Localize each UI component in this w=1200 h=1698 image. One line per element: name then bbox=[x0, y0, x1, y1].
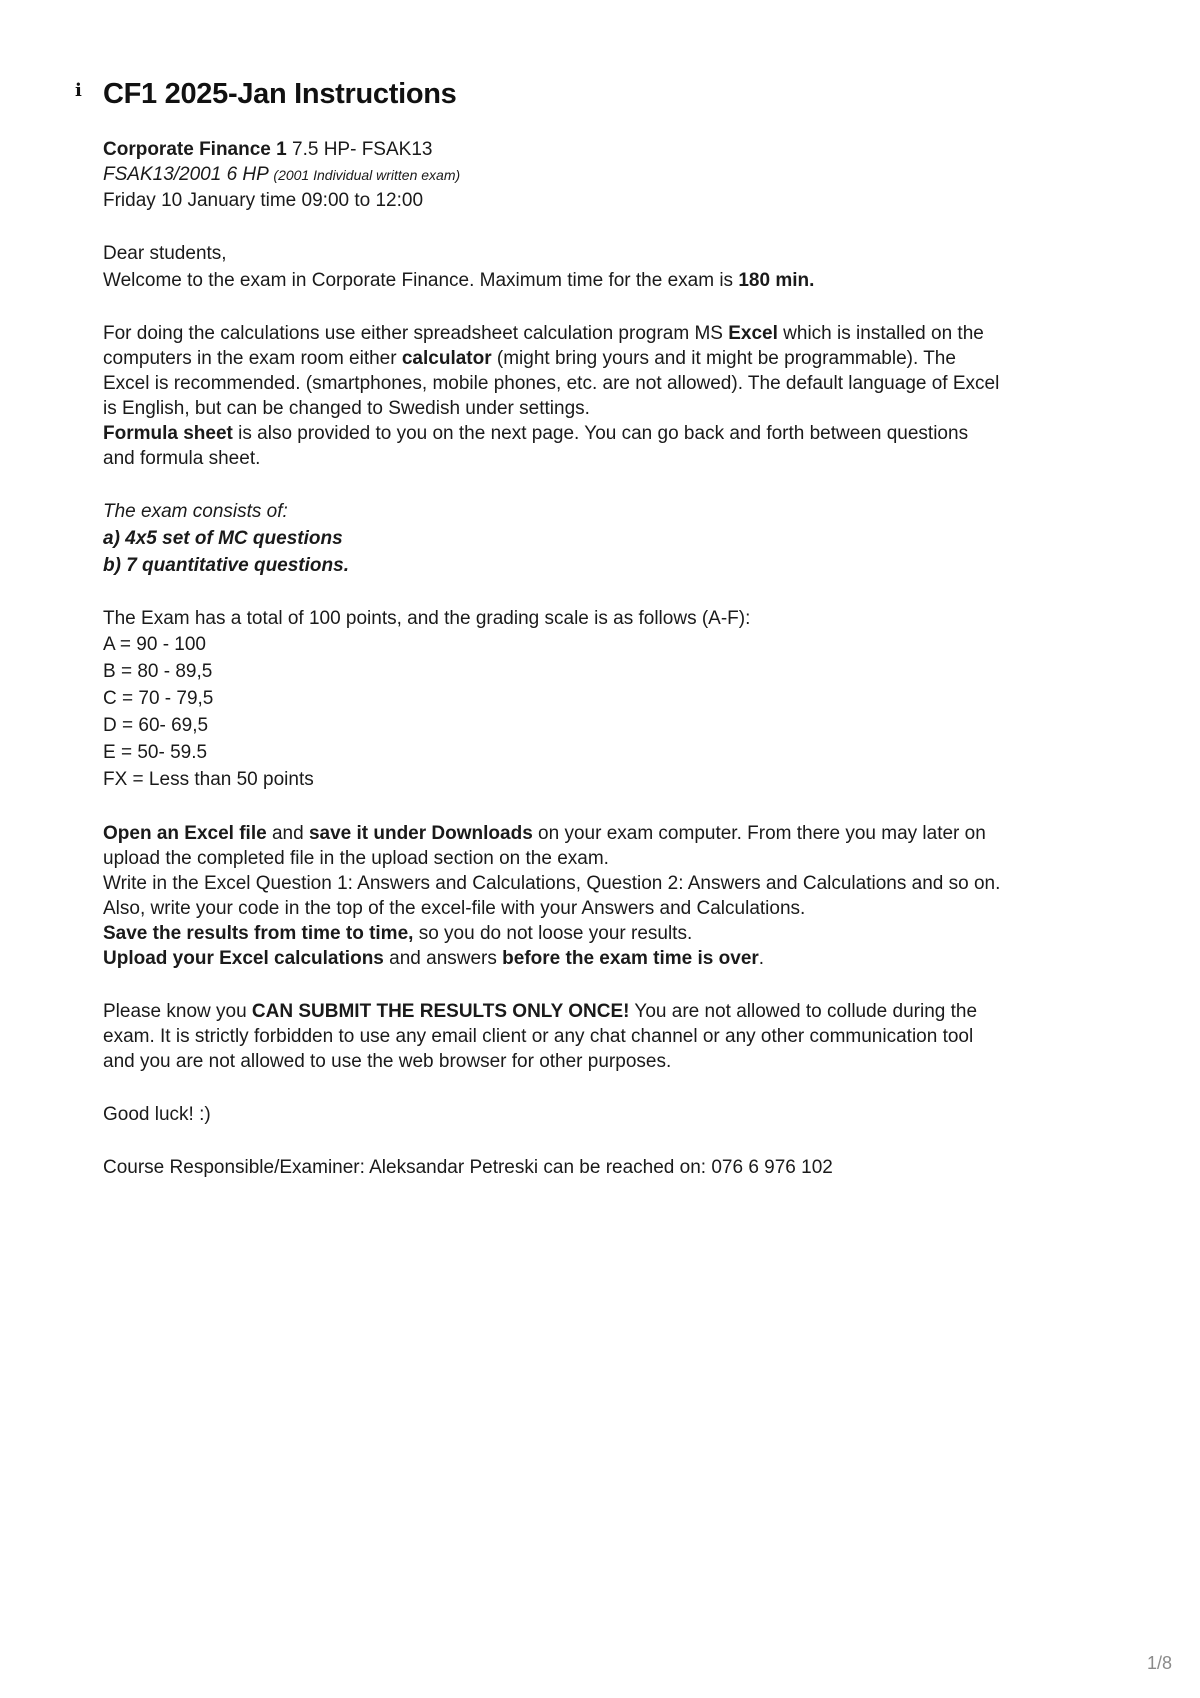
save-results-line: Save the results from time to time, so you do not loose your results. bbox=[103, 923, 693, 944]
examiner-contact: Course Responsible/Examiner: Aleksandar Petreski can be reached on: 076 6 976 102 bbox=[103, 1157, 833, 1178]
code-line: Also, write your code in the top of the excel-file with your Answers and Calculations. bbox=[103, 898, 806, 919]
old-course-line: FSAK13/2001 6 HP (2001 Individual written exam) bbox=[103, 164, 461, 185]
max-time: 180 min. bbox=[738, 270, 815, 291]
tools-paragraph: For doing the calculations use either spreadsheet calculation program MS Excel which is installed on the computers in the exam room either calculator (might bring yours and it might be programmable). The Excel is recommended. (smartphones, mobile phones, etc. are not allowed). The default language of Excel is English, but can be changed to Swedish under settings. bbox=[103, 323, 1000, 419]
info-icon: i bbox=[75, 80, 82, 101]
grade-fx: FX = Less than 50 points bbox=[103, 769, 314, 790]
good-luck: Good luck! :) bbox=[103, 1104, 211, 1125]
grading-scale bbox=[103, 631, 1003, 793]
rules-paragraph: Please know you CAN SUBMIT THE RESULTS ONLY ONCE! You are not allowed to collude during the exam. It is strictly forbidden to use any email client or any chat channel or any other communication tool and you are not allowed to use the web browser for other purposes. bbox=[103, 1001, 978, 1072]
grade-b: B = 80 - 89,5 bbox=[103, 661, 213, 682]
course-name: Corporate Finance 1 bbox=[103, 139, 287, 160]
page-number: 1/8 bbox=[1146, 1653, 1172, 1673]
instructions-body bbox=[103, 137, 1003, 1180]
upload-line: Upload your Excel calculations and answers before the exam time is over. bbox=[103, 948, 765, 969]
structure-part-b: b) 7 quantitative questions. bbox=[103, 555, 349, 576]
submit-once-warning: CAN SUBMIT THE RESULTS ONLY ONCE! bbox=[251, 1001, 630, 1022]
grade-c: C = 70 - 79,5 bbox=[103, 688, 214, 709]
exam-datetime: Friday 10 January time 09:00 to 12:00 bbox=[103, 190, 424, 211]
grading-intro: The Exam has a total of 100 points, and the grading scale is as follows (A-F): bbox=[103, 608, 751, 629]
structure-intro: The exam consists of: bbox=[103, 501, 288, 522]
grade-e: E = 50- 59.5 bbox=[103, 742, 208, 763]
structure-part-a: a) 4x5 set of MC questions bbox=[103, 528, 343, 549]
open-excel-paragraph: Open an Excel file and save it under Downloads on your exam computer. From there you may later on upload the completed file in the upload section on the exam. bbox=[103, 823, 986, 869]
write-excel-line: Write in the Excel Question 1: Answers and Calculations, Question 2: Answers and Calculations and so on. bbox=[103, 873, 1001, 894]
grade-d: D = 60- 69,5 bbox=[103, 715, 209, 736]
formula-sheet-paragraph: Formula sheet is also provided to you on the next page. You can go back and forth between questions and formula sheet. bbox=[103, 423, 969, 469]
page-title: CF1 2025-Jan Instructions bbox=[103, 78, 457, 110]
course-line: Corporate Finance 1 7.5 HP- FSAK13 bbox=[103, 139, 433, 160]
greeting: Dear students, bbox=[103, 243, 227, 264]
grade-a: A = 90 - 100 bbox=[103, 634, 206, 655]
welcome-line: Welcome to the exam in Corporate Finance. Maximum time for the exam is 180 min. bbox=[103, 270, 815, 291]
